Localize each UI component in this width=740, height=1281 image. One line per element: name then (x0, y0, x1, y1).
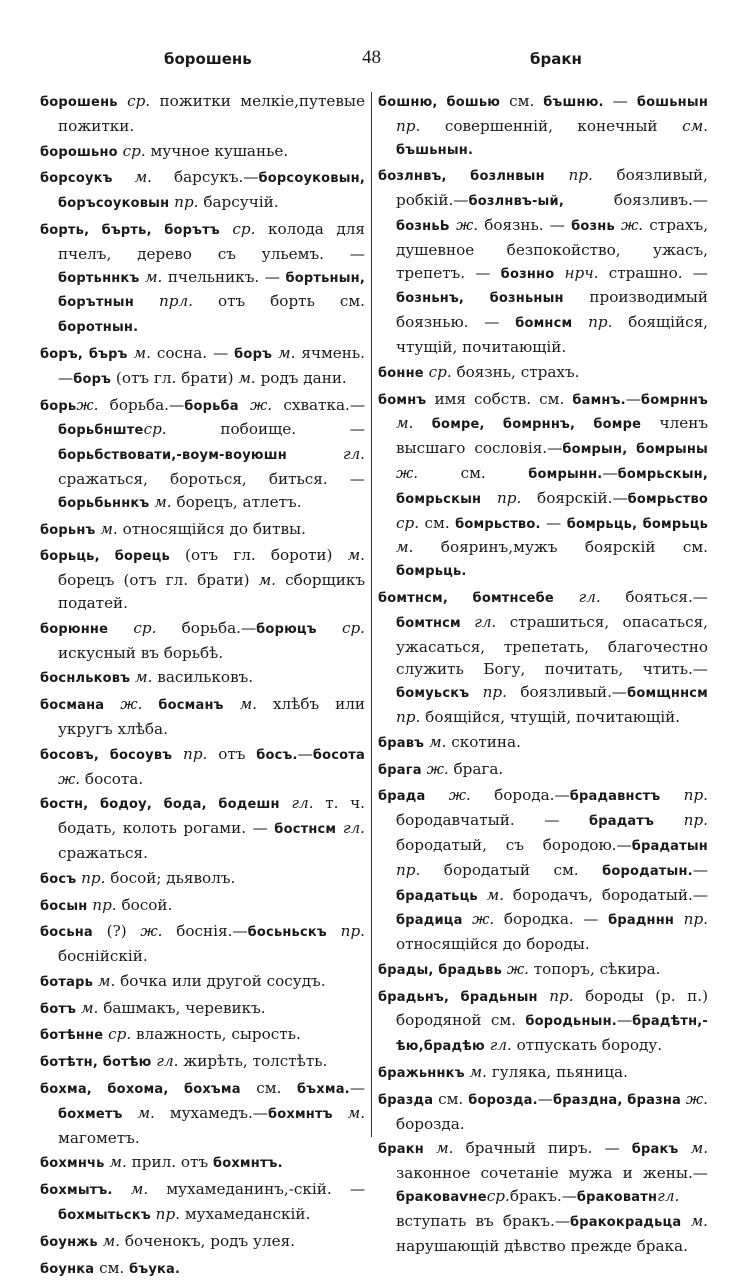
dictionary-entry: ботарь м. бочка или другой сосудъ. (40, 971, 326, 990)
header-right-word: бракн (530, 50, 582, 68)
dictionary-entry: босын пр. босой. (40, 895, 173, 914)
dictionary-entry: борсоукъ м. барсукъ.—борсоуковын, боръсоуковын пр. барсучій. (40, 168, 365, 212)
dictionary-entry: бохма, бохома, бохъма см. бъхма.—бохметъ м. мухамедъ.—бохмнтъ м. магометъ. (40, 1079, 366, 1147)
dictionary-entry: бохмытъ. м. мухамеданинъ,-скій. — бохмытьскъ пр. мухамеданскій. (40, 1180, 366, 1224)
dictionary-entry: бомтнсм, бомтнсебе гл. бояться.—бомтнсм гл. страшиться, опасаться, ужасаться, трепетать, благочестно служить Богу, почитать, чтить.—бомуьскъ пр. боязливый.—бомщннсм пр. боящійся, чтущій, почитающій. (378, 587, 708, 726)
dictionary-entry: борошьно ср. мучное кушанье. (40, 141, 289, 160)
dictionary-entry: босьна (?) ж. боснія.—босьньскъ пр. боснійскій. (40, 922, 365, 966)
header-left-word: борошень (164, 50, 252, 68)
page-header (40, 47, 700, 80)
dictionary-entry: борошень ср. пожитки мелкіе,путевые пожитки. (40, 92, 365, 135)
dictionary-entry: борьць, борець (отъ гл. бороти) м. борецъ (отъ гл. брати) м. сборщикъ податей. (40, 546, 365, 612)
dictionary-entry: бошню, бошью см. бъшню. — бошьнын пр. совершенній, конечный см. бъшьнын. (378, 92, 708, 158)
dictionary-entry: босовъ, босоувъ пр. отъ босъ.—босота ж. босота. (40, 744, 365, 788)
dictionary-entry: бразда см. борозда.—браздна, бразна ж. борозда. (378, 1089, 709, 1133)
dictionary-entry: брады, брадьвь ж. топоръ, сѣкира. (378, 959, 661, 978)
column-divider (371, 92, 372, 1137)
dictionary-entry: босмана ж. босманъ м. хлѣбъ или укругъ хлѣба. (40, 695, 366, 738)
dictionary-entry: борьж. борьба.—борьба ж. схватка.—борьбнштеср. побоище. — борьбствовати,-воум-воуюшн гл. сражаться, бороться, биться. — борьбьннкъ м. борецъ, атлетъ. (40, 395, 366, 511)
dictionary-entry: бостн, бодоу, бода, бодешн гл. т. ч. бодать, колоть рогами. — бостнсм гл. сражаться. (40, 794, 365, 862)
dictionary-entry: боснльковъ м. васильковъ. (40, 668, 254, 687)
left-column (40, 90, 366, 1277)
dictionary-entry: боръ, бъръ м. сосна. — боръ м. ячмень.—боръ (отъ гл. брати) м. родъ дани. (40, 343, 366, 387)
dictionary-entry: бомнъ имя собств. см. бамнъ.—бомрннъ м. бомре, бомрннъ, бомре членъ высшаго сословія.—бомрын, бомрыны ж. см. бомрынн.—бомрьскын, бомрьскын пр. боярскій.—бомрьство ср. см. бомрьство. — бомрьць, бомрьць м. бояринъ,мужъ боярскій см. бомрьць. (378, 389, 708, 580)
dictionary-entry: ботѣнне ср. влажность, сырость. (40, 1025, 301, 1044)
dictionary-entry: бохмнчь м. прил. отъ бохмнтъ. (40, 1153, 283, 1172)
dictionary-entry: брада ж. борода.—брадавнстъ пр. бородавчатый. — брадатъ пр. бородатый, съ бородою.—брадатын пр. бородатый см. бородатын.—брадатьць м. бородачъ, бородатый.—брадица ж. бородка. — брадннн пр. относящійся до бороды. (378, 786, 709, 954)
dictionary-entry: брадьнъ, брадьнын пр. бороды (р. п.) бородяной см. бородьнын.—брадѣтн,-ѣю,брадѣю гл. отпускать бороду. (378, 986, 708, 1055)
dictionary-entry: бражьннкъ м. гуляка, пьяница. (378, 1063, 628, 1082)
dictionary-entry: ботъ м. башмакъ, черевикъ. (40, 998, 266, 1017)
dictionary-entry: брага ж. брага. (378, 759, 504, 778)
dictionary-entry: бонне ср. боязнь, страхъ. (378, 362, 580, 381)
dictionary-entry: бравъ м. скотина. (378, 732, 521, 751)
right-column (378, 90, 709, 1255)
dictionary-entry: борьнъ м. относящійся до битвы. (40, 519, 306, 538)
dictionary-entry: босъ пр. босой; дьяволъ. (40, 868, 236, 887)
page-number: 48 (362, 47, 381, 68)
dictionary-entry: боунка см. бъука. (40, 1258, 181, 1277)
dictionary-entry: боунжь м. боченокъ, родъ улея. (40, 1231, 295, 1250)
dictionary-entry: ботѣтн, ботѣю гл. жирѣть, толстѣть. (40, 1052, 328, 1071)
dictionary-entry: бракн м. брачный пиръ. — бракъ м. законное сочетаніе мужа и жены.—браковаѵнеср.бракъ.—браковатнгл. вступать въ бракъ.—бракокрадьца м. нарушающій дѣвство прежде брака. (378, 1139, 709, 1255)
dictionary-entry: бозлнвъ, бозлнвын пр. боязливый, робкій.—бозлнвъ-ый, боязливъ.—бозньЬ ж. боязнь. — бознь ж. страхъ, душевное безпокойство, ужасъ, трепетъ. — бознно нрч. страшно. — бозньнъ, бозньнын производимый боязнью. — бомнсм пр. боящійся, чтущій, почитающій. (378, 166, 709, 356)
dictionary-entry: борюнне ср. борьба.—борюцъ ср. искусный въ борьбѣ. (40, 618, 366, 662)
dictionary-entry: борть, бърть, борътъ ср. колода для пчелъ, дерево съ ульемъ. — бортьннкъ м. пчельникъ. — бортьнын, борътнын прл. отъ борть см. боротнын. (40, 219, 366, 336)
